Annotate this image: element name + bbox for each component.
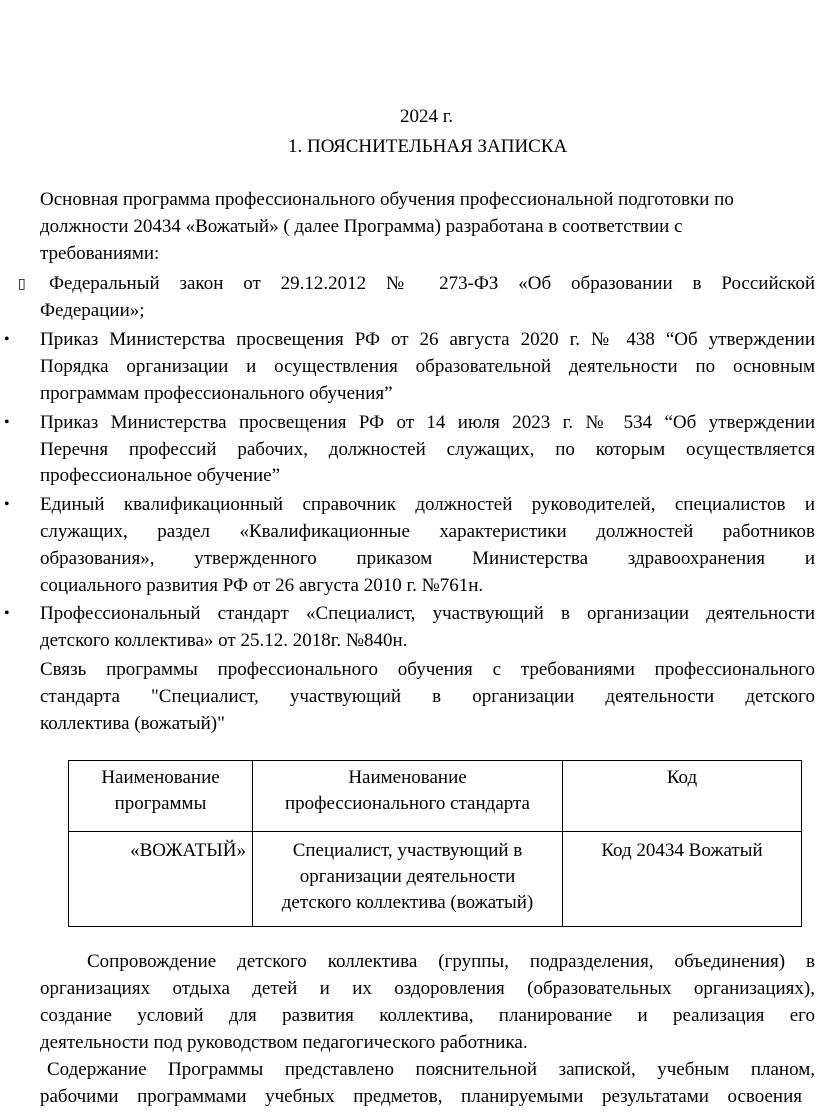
bullet-icon: • bbox=[4, 414, 10, 431]
program-standard-table bbox=[68, 760, 802, 927]
table-cell-line: детского коллектива (вожатый) bbox=[281, 892, 534, 913]
list-item-line: детского коллектива» от 25.12. 2018г. №840н. bbox=[40, 630, 408, 651]
list-item-line: Приказ Министерства просвещения РФ от 14 июля 2023 г. № 534 “Об утверждении bbox=[40, 412, 815, 433]
link-paragraph-line: Связь программы профессионального обучения с требованиями профессионального bbox=[40, 659, 815, 680]
square-bullet-icon: ▯ bbox=[18, 276, 26, 292]
document-year: 2024 г. bbox=[400, 106, 454, 127]
table-header-cell bbox=[69, 761, 253, 832]
list-item-line: Профессиональный стандарт «Специалист, участвующий в организации деятельности bbox=[40, 603, 815, 624]
support-paragraph-line: Сопровождение детского коллектива (группы, подразделения, объединения) в bbox=[87, 951, 815, 972]
table-cell-line: Код bbox=[666, 767, 698, 788]
list-item-line: профессиональное обучение” bbox=[40, 465, 281, 486]
table-cell bbox=[69, 832, 253, 927]
list-item-line: социального развития РФ от 26 августа 2010 г. №761н. bbox=[40, 575, 484, 596]
list-item-line: Федерации»; bbox=[40, 300, 145, 321]
table-header-row bbox=[69, 761, 802, 832]
support-paragraph-line: организациях отдыха детей и их оздоровления (образовательных организациях), bbox=[40, 978, 815, 999]
table-cell bbox=[563, 832, 802, 927]
table-row bbox=[69, 832, 802, 927]
table-cell-line: Специалист, участвующий в bbox=[292, 840, 523, 861]
bullet-icon: • bbox=[4, 496, 10, 513]
table-cell-line: программы bbox=[114, 793, 207, 814]
support-paragraph-line: деятельности под руководством педагогического работника. bbox=[40, 1032, 528, 1053]
table-header-cell bbox=[253, 761, 563, 832]
table-cell bbox=[253, 832, 563, 927]
table-cell-line: Код 20434 Вожатый bbox=[601, 840, 763, 861]
list-item-line: программам профессионального обучения” bbox=[40, 383, 393, 404]
list-item-line: Приказ Министерства просвещения РФ от 26 августа 2020 г. № 438 “Об утверждении bbox=[40, 329, 815, 350]
list-item-line: Единый квалификационный справочник должностей руководителей, специалистов и bbox=[40, 494, 815, 515]
bullet-icon: • bbox=[4, 331, 10, 348]
bullet-icon: • bbox=[4, 605, 10, 622]
table-header-cell bbox=[563, 761, 802, 832]
table-cell-line: профессионального стандарта bbox=[285, 793, 530, 814]
table-cell-line: «ВОЖАТЫЙ» bbox=[130, 840, 246, 861]
content-paragraph-line: Содержание Программы представлено пояснительной запиской, учебным планом, bbox=[47, 1059, 815, 1080]
list-item-line: Федеральный закон от 29.12.2012 № 273-ФЗ «Об образовании в Российской bbox=[49, 273, 815, 294]
list-item-line: Порядка организации и осуществления образовательной деятельности по основным bbox=[40, 356, 815, 377]
list-item-line: образования», утвержденного приказом Министерства здравоохранения и bbox=[40, 548, 815, 569]
list-item-line: служащих, раздел «Квалификационные характеристики должностей работников bbox=[40, 521, 815, 542]
table-cell-line: Наименование bbox=[348, 767, 467, 788]
table-cell-line: организации деятельности bbox=[299, 866, 516, 887]
document-title: 1. ПОЯСНИТЕЛЬНАЯ ЗАПИСКА bbox=[288, 136, 568, 157]
content-paragraph-line: рабочими программами учебных предметов, планируемыми результатами освоения bbox=[40, 1086, 802, 1107]
list-item-line: Перечня профессий рабочих, должностей служащих, по которым осуществляется bbox=[40, 439, 815, 460]
support-paragraph-line: создание условий для развития коллектива, планирование и реализация его bbox=[40, 1005, 815, 1026]
intro-line: требованиями: bbox=[40, 243, 160, 264]
link-paragraph-line: стандарта "Специалист, участвующий в организации деятельности детского bbox=[40, 686, 815, 707]
intro-line: должности 20434 «Вожатый» ( далее Программа) разработана в соответствии с bbox=[40, 216, 683, 237]
link-paragraph-line: коллектива (вожатый)" bbox=[40, 713, 225, 734]
table-cell-line: Наименование bbox=[101, 767, 220, 788]
intro-line: Основная программа профессионального обучения профессиональной подготовки по bbox=[40, 189, 734, 210]
